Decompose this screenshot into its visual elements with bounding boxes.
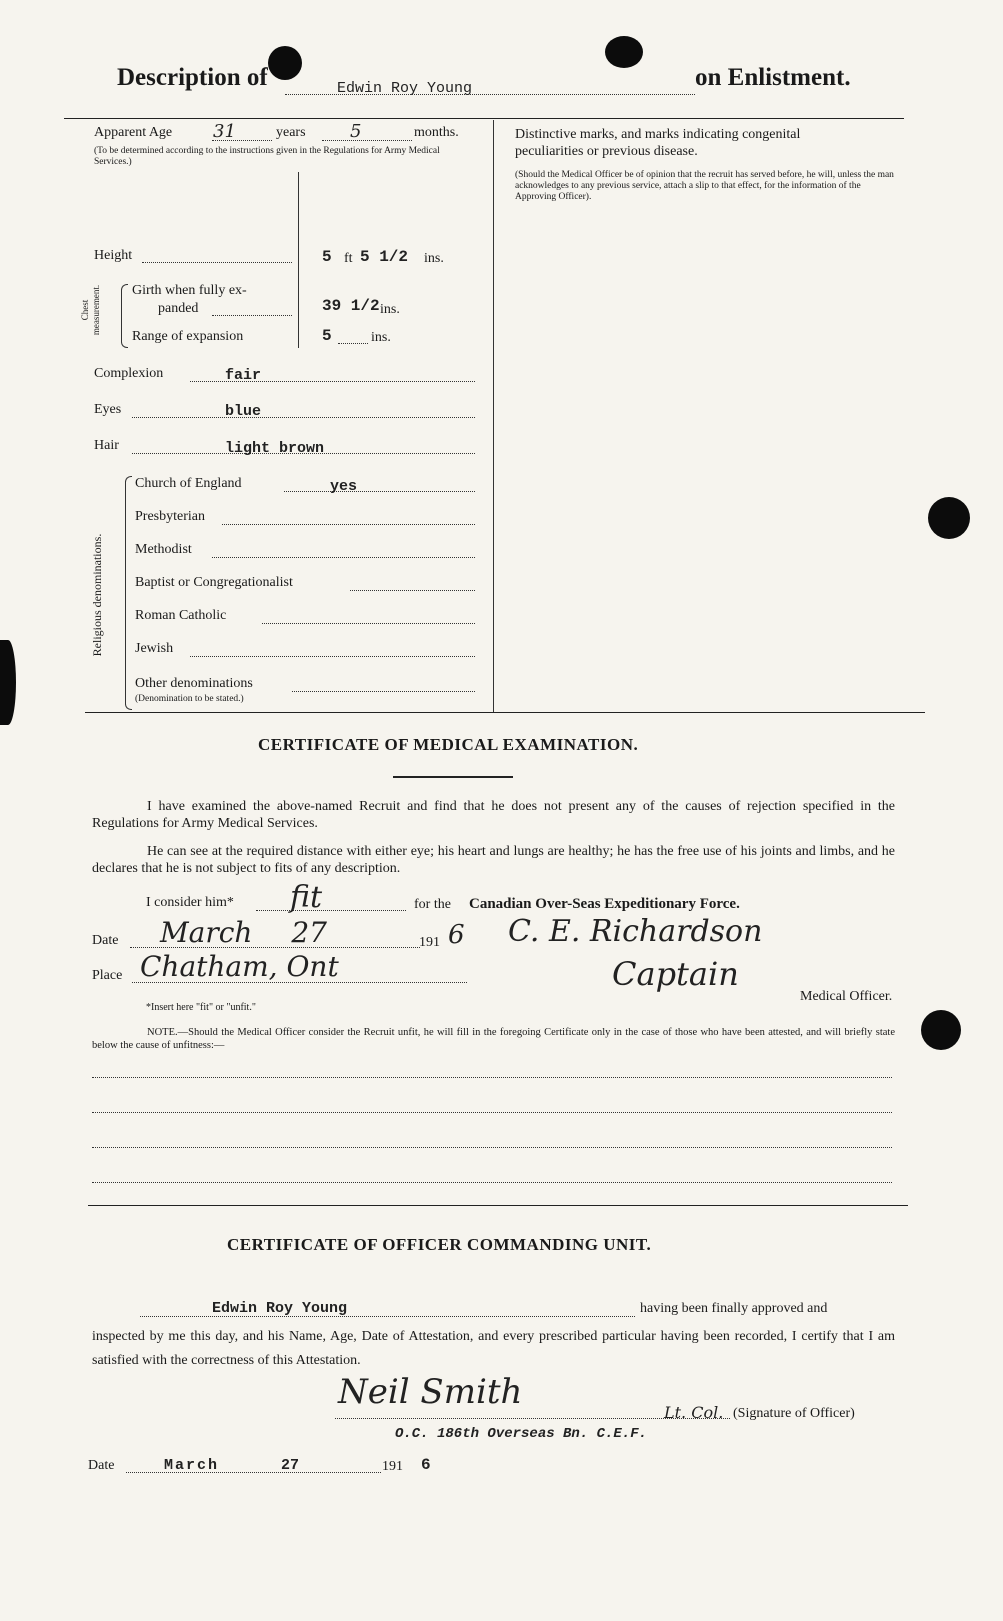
religion-jewish: Jewish <box>135 641 174 656</box>
religion-dots-1 <box>284 491 475 492</box>
unfitness-line-2 <box>92 1112 892 1113</box>
religion-dots-4 <box>350 590 475 591</box>
co-rank: Lt. Col. <box>664 1403 724 1422</box>
insert-fit-note: *Insert here "fit" or "unfit." <box>146 1002 256 1013</box>
religion-dots-7 <box>292 691 475 692</box>
column-divider <box>493 120 494 712</box>
medical-certificate-title: CERTIFICATE OF MEDICAL EXAMINATION. <box>258 735 639 754</box>
punch-hole-right-lower <box>921 1010 961 1050</box>
form-title-left: Description of <box>117 64 268 91</box>
complexion-label: Complexion <box>94 366 164 381</box>
apparent-age-label: Apparent Age <box>94 125 173 140</box>
height-label: Height <box>94 248 133 263</box>
religion-dots-6 <box>190 656 475 657</box>
medical-date-value: March 27 <box>160 916 327 949</box>
medical-para-2: He can see at the required distance with either eye; his heart and lungs are healthy; he has the free use of his joints and limbs, and he declares that he is not subject to fits of any description. <box>92 844 895 876</box>
co-unit-stamp: O.C. 186th Overseas Bn. C.E.F. <box>395 1426 648 1442</box>
co-recruit-name: Edwin Roy Young <box>212 1300 348 1317</box>
religion-dots-3 <box>212 557 475 558</box>
age-months-dots <box>322 140 412 141</box>
height-dots <box>142 262 292 263</box>
age-instructions-note: (To be determined according to the instructions given in the Regulations for Army Medical Services.) <box>94 146 440 167</box>
medical-year-prefix: 191 <box>419 935 440 950</box>
chest-brace <box>121 284 128 348</box>
name-dotted-line <box>285 94 695 95</box>
medical-para-1: I have examined the above-named Recruit and find that he does not present any of the causes of rejection specified in the Regulations for Army Medical Services. <box>92 799 895 831</box>
signature-of-officer-label: (Signature of Officer) <box>733 1406 855 1421</box>
age-months-value: 5 <box>350 121 362 142</box>
page-edge-shadow-left <box>0 640 16 725</box>
range-dots <box>338 343 368 344</box>
co-year-prefix: 191 <box>382 1459 403 1474</box>
range-ins-suffix: ins. <box>371 330 391 345</box>
for-the-label: for the <box>414 897 451 912</box>
distinctive-marks-note: (Should the Medical Officer be of opinion that the recruit has served before, he will, unless the man acknowledges to any previous service, attach a slip to that effect, for the information of the Approving Officer). <box>515 170 894 202</box>
punch-hole-right-upper <box>928 497 970 539</box>
height-ft-value: 5 <box>322 248 332 266</box>
religious-denominations-label: Religious denominations. <box>90 533 104 657</box>
religion-methodist: Methodist <box>135 542 192 557</box>
hair-label: Hair <box>94 438 119 453</box>
religion-dots-5 <box>262 623 475 624</box>
co-text-1: having been finally approved and <box>640 1301 828 1316</box>
distinctive-marks-heading-1: Distinctive marks, and marks indicating congenital <box>515 127 801 142</box>
recruit-name-header: Edwin Roy Young <box>337 80 473 97</box>
complexion-value: fair <box>225 367 262 384</box>
range-of-expansion-label: Range of expansion <box>132 329 244 344</box>
unfitness-line-1 <box>92 1077 892 1078</box>
religion-dots-2 <box>222 524 475 525</box>
chest-measurement-label: Chest measurement. <box>80 284 101 336</box>
religion-roman-catholic: Roman Catholic <box>135 608 227 623</box>
commanding-certificate-title: CERTIFICATE OF OFFICER COMMANDING UNIT. <box>227 1235 652 1254</box>
co-signature: Neil Smith <box>338 1372 523 1412</box>
months-label: months. <box>414 125 459 140</box>
years-label: years <box>276 125 306 140</box>
religion-other: Other denominations <box>135 676 253 691</box>
medical-officer-rank: Captain <box>612 955 739 993</box>
age-years-value: 31 <box>213 121 236 142</box>
consider-dots <box>256 910 406 911</box>
distinctive-marks-heading-2: peculiarities or previous disease. <box>515 144 698 159</box>
religion-presbyterian: Presbyterian <box>135 509 205 524</box>
eyes-label: Eyes <box>94 402 122 417</box>
girth-label-2: panded <box>158 301 199 316</box>
height-ins-suffix: ins. <box>424 251 444 266</box>
hair-value: light brown <box>225 440 325 457</box>
girth-label-1: Girth when fully ex- <box>132 283 247 298</box>
girth-dots <box>212 315 292 316</box>
punch-hole-top-right <box>605 36 643 68</box>
fit-value: fit <box>290 880 323 915</box>
form-title-right: on Enlistment. <box>695 64 851 91</box>
place-label: Place <box>92 968 123 983</box>
punch-hole-top <box>268 46 302 80</box>
religion-church-of-england: Church of England <box>135 476 242 491</box>
height-in-value: 5 1/2 <box>360 248 409 266</box>
place-value: Chatham, Ont <box>140 950 339 983</box>
consider-label: I consider him* <box>146 895 234 910</box>
girth-ins-suffix: ins. <box>380 302 400 317</box>
religion-brace <box>125 476 132 710</box>
measurement-divider <box>298 172 299 348</box>
co-text-2: inspected by me this day, and his Name, Age, Date of Attestation, and every prescribed particular having been recorded, I certify that I am satisfied with the correctness of this Attestation. <box>92 1329 895 1368</box>
unfit-note: NOTE.—Should the Medical Officer consider the Recruit unfit, he will fill in the foregoing Certificate only in the case of those who have been attested, and will briefly state below the cause of unfitness:— <box>92 1027 895 1051</box>
unfitness-line-3 <box>92 1147 892 1148</box>
force-name: Canadian Over-Seas Expeditionary Force. <box>469 896 740 912</box>
co-date-day: 27 <box>281 1457 300 1474</box>
religion-church-of-england-value: yes <box>330 478 358 495</box>
ft-label: ft <box>344 251 353 266</box>
medical-title-rule <box>393 776 513 778</box>
eyes-value: blue <box>225 403 262 420</box>
eyes-dots <box>132 417 475 418</box>
girth-value: 39 1/2 <box>322 297 380 315</box>
section-rule-2 <box>88 1205 908 1206</box>
medical-year-suffix: 6 <box>448 920 465 950</box>
range-value: 5 <box>322 327 332 345</box>
co-date-value: March <box>164 1457 220 1474</box>
religion-baptist: Baptist or Congregationalist <box>135 575 293 590</box>
section-rule-1 <box>85 712 925 713</box>
co-year-suffix: 6 <box>421 1456 431 1474</box>
medical-officer-label: Medical Officer. <box>800 989 893 1004</box>
unfitness-line-4 <box>92 1182 892 1183</box>
medical-officer-signature: C. E. Richardson <box>508 914 763 949</box>
medical-date-label: Date <box>92 933 119 948</box>
denomination-note: (Denomination to be stated.) <box>135 694 244 704</box>
co-date-label: Date <box>88 1458 115 1473</box>
top-rule <box>64 118 904 119</box>
